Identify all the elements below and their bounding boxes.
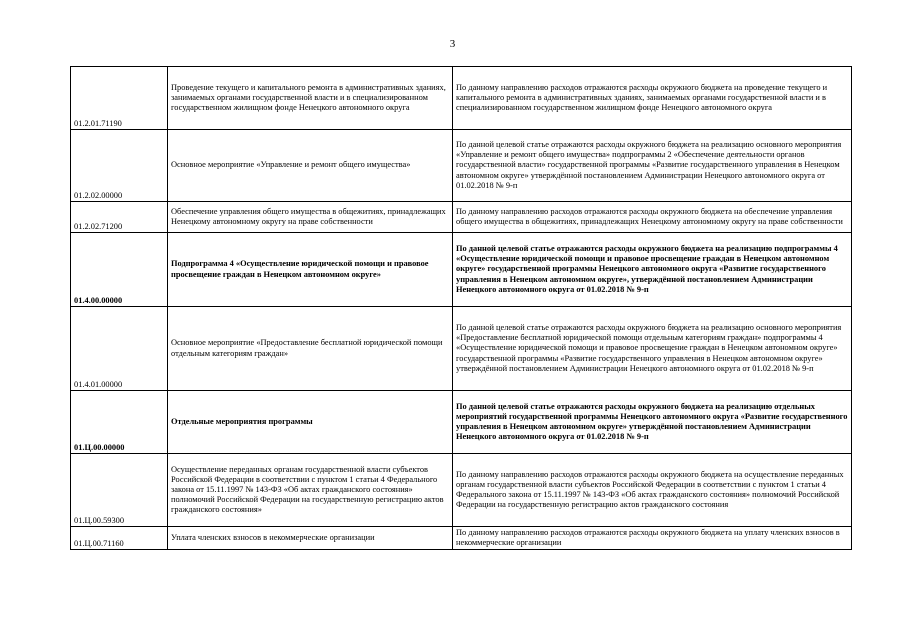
row-description: По данной целевой статье отражаются расходы окружного бюджета на реализацию основного мероприятия «Предоставление бесплатной юридической помощи отдельным категориям граждан» подпрограммы 4 «Осуществление юридической помощи и правовое просвещение граждан в Ненецком автономном округе» государственной программы «Развитие государственного управления в Ненецком автономном округе» утверждённой постановлением Администрации Ненецкого автономного округа от 01.02.2018 № 9-п (453, 307, 852, 391)
row-description: По данной целевой статье отражаются расходы окружного бюджета на реализацию отдельных мероприятий государственной программы Ненецкого автономного округа «Развитие государственного управления в Ненецком автономном округе» утверждённой постановлением Администрации Ненецкого автономного округа от 01.02.2018 № 9-п (453, 391, 852, 454)
row-code: 01.2.01.71190 (71, 67, 168, 130)
row-name: Основное мероприятие «Предоставление бесплатной юридической помощи отдельным категориям граждан» (168, 307, 453, 391)
row-code: 01.2.02.71200 (71, 202, 168, 233)
row-code: 01.Ц.00.59300 (71, 454, 168, 527)
table-row (71, 130, 852, 202)
row-name: Уплата членских взносов в некоммерческие организации (168, 527, 453, 550)
row-description: По данной целевой статье отражаются расходы окружного бюджета на реализацию основного мероприятия «Управление и ремонт общего имущества» подпрограммы 2 «Обеспечение деятельности органов государственной власти» государственной программы «Развитие государственного управления в Ненецком автономном округе» утверждённой постановлением Администрации Ненецкого автономного округа от 01.02.2018 № 9-п (453, 130, 852, 202)
row-code: 01.4.00.00000 (71, 233, 168, 307)
table-row (71, 527, 852, 550)
row-name: Основное мероприятие «Управление и ремонт общего имущества» (168, 130, 453, 202)
row-description: По данному направлению расходов отражаются расходы окружного бюджета на проведение текущего и капитального ремонта в административных зданиях, занимаемых органами государственной власти и в специализированном государственном жилищном фонде Ненецкого автономного округа (453, 67, 852, 130)
row-name: Обеспечение управления общего имущества в общежитиях, принадлежащих Ненецкому автономному округу на праве собственности (168, 202, 453, 233)
table-row (71, 67, 852, 130)
row-name: Проведение текущего и капитального ремонта в административных зданиях, занимаемых органами государственной власти и в специализированном государственном жилищном фонде Ненецкого автономного округа (168, 67, 453, 130)
row-name: Осуществление переданных органам государственной власти субъектов Российской Федерации в соответствии с пунктом 1 статьи 4 Федерального закона от 15.11.1997 № 143-ФЗ «Об актах гражданского состояния» полномочий Российской Федерации на государственную регистрацию актов гражданского состояния» (168, 454, 453, 527)
table-row (71, 391, 852, 454)
row-name: Отдельные мероприятия программы (168, 391, 453, 454)
row-name: Подпрограмма 4 «Осуществление юридической помощи и правовое просвещение граждан в Ненецком автономном округе» (168, 233, 453, 307)
row-code: 01.2.02.00000 (71, 130, 168, 202)
row-description: По данному направлению расходов отражаются расходы окружного бюджета на уплату членских взносов в некоммерческие организации (453, 527, 852, 550)
page-number: 3 (449, 38, 456, 50)
table-row (71, 454, 852, 527)
budget-classification-table (70, 66, 852, 550)
row-description: По данной целевой статье отражаются расходы окружного бюджета на реализацию подпрограммы 4 «Осуществление юридической помощи и правовое просвещение граждан в Ненецком автономном округе» государственной программы Ненецкого автономного округа «Развитие государственного управления в Ненецком автономном округе», утверждённой постановлением Администрации Ненецкого автономного округа от 01.02.2018 № 9-п (453, 233, 852, 307)
row-code: 01.Ц.00.00000 (71, 391, 168, 454)
row-code: 01.Ц.00.71160 (71, 527, 168, 550)
table-row (71, 233, 852, 307)
row-code: 01.4.01.00000 (71, 307, 168, 391)
table-row (71, 307, 852, 391)
row-description: По данному направлению расходов отражаются расходы окружного бюджета на обеспечение управления общего имущества в общежитиях, принадлежащих Ненецкому автономному округу на праве собственности (453, 202, 852, 233)
table-row (71, 202, 852, 233)
row-description: По данному направлению расходов отражаются расходы окружного бюджета на осуществление переданных органам государственной власти субъектов Российской Федерации в соответствии с пунктом 1 статьи 4 Федерального закона от 15.11.1997 № 143-ФЗ «Об актах гражданского состояния» полномочий Российской Федерации на государственную регистрацию актов гражданского состояния (453, 454, 852, 527)
